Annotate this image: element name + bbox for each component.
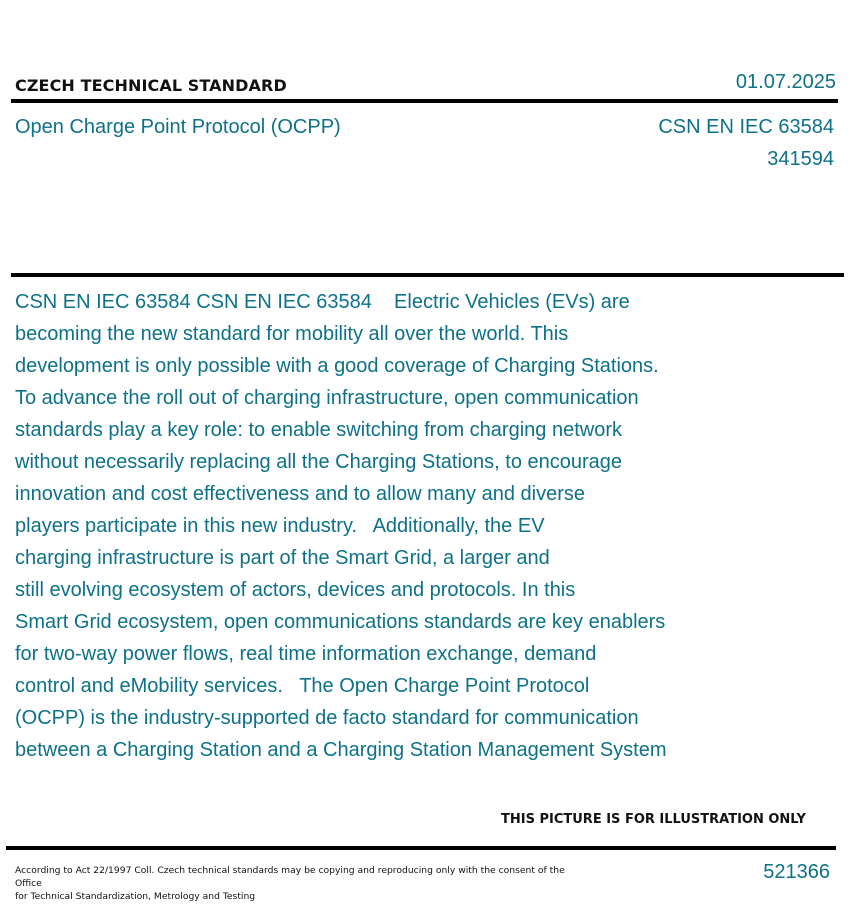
body-line: between a Charging Station and a Charging Station Management System [15, 739, 667, 761]
standard-number: 341594 [767, 148, 834, 170]
content-divider [11, 273, 844, 277]
legal-notice [15, 864, 585, 903]
illustration-note: THIS PICTURE IS FOR ILLUSTRATION ONLY [501, 812, 806, 827]
footer-code: 521366 [763, 861, 830, 883]
footer-divider [6, 846, 836, 850]
header-divider [11, 99, 838, 103]
legal-line: for Technical Standardization, Metrology and Testing [15, 891, 256, 902]
body-line: (OCPP) is the industry-supported de facto standard for communication [15, 707, 639, 729]
body-line: still evolving ecosystem of actors, devices and protocols. In this [15, 579, 576, 601]
body-line: Smart Grid ecosystem, open communications standards are key enablers [15, 611, 666, 633]
standard-name: Open Charge Point Protocol (OCPP) [15, 116, 341, 138]
standard-code: CSN EN IEC 63584 [658, 116, 834, 138]
publication-date: 01.07.2025 [735, 71, 836, 93]
body-line: standards play a key role: to enable switching from charging network [15, 419, 622, 441]
body-line: development is only possible with a good coverage of Charging Stations. [15, 355, 659, 377]
body-line: control and eMobility services. The Open Charge Point Protocol [15, 675, 590, 697]
body-line: for two-way power flows, real time information exchange, demand [15, 643, 597, 665]
standard-description [15, 286, 755, 766]
body-line: becoming the new standard for mobility all over the world. This [15, 323, 569, 345]
legal-line: According to Act 22/1997 Coll. Czech technical standards may be copying and reproducing only with the consent of the Office [15, 865, 565, 889]
body-line: To advance the roll out of charging infrastructure, open communication [15, 387, 639, 409]
body-line: players participate in this new industry. Additionally, the EV [15, 515, 545, 537]
body-line: innovation and cost effectiveness and to allow many and diverse [15, 483, 585, 505]
body-line: CSN EN IEC 63584 CSN EN IEC 63584 Electric Vehicles (EVs) are [15, 291, 630, 313]
body-line: charging infrastructure is part of the Smart Grid, a larger and [15, 547, 550, 569]
body-line: without necessarily replacing all the Charging Stations, to encourage [15, 451, 623, 473]
document-header-title: CZECH TECHNICAL STANDARD [15, 76, 287, 95]
